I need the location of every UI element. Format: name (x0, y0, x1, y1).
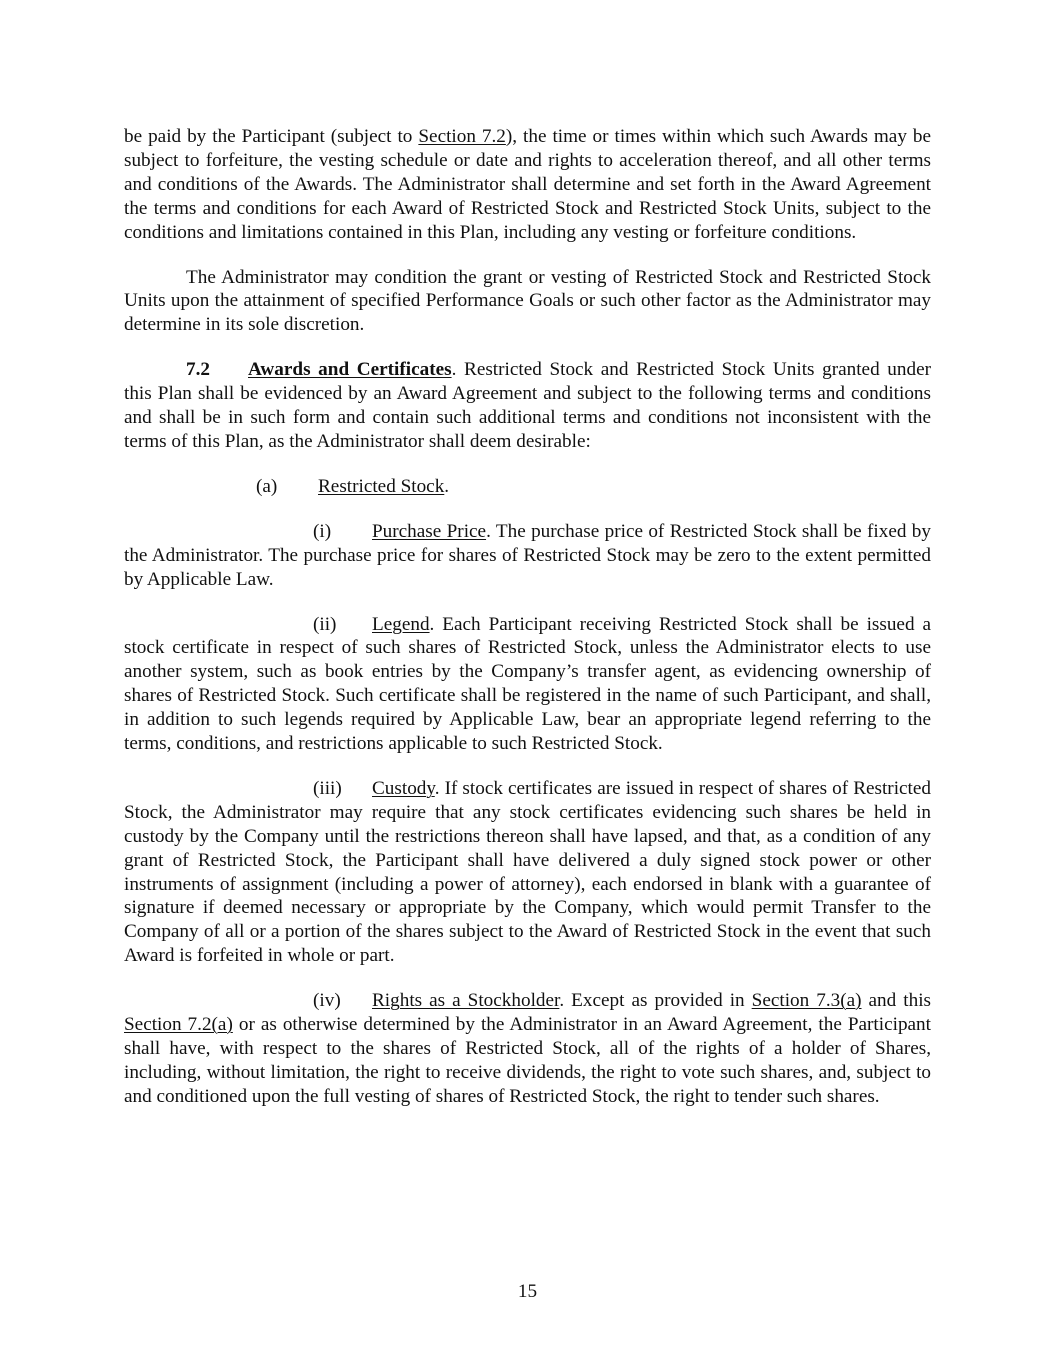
section-heading: Awards and Certificates (248, 359, 452, 381)
clause-heading: Rights as a Stockholder (372, 990, 560, 1012)
section-number: 7.2 (186, 359, 210, 381)
paragraph-text: The Administrator may condition the grant or vesting of Restricted Stock and Restricted Stock Units upon the attainment of specified Performance Goals or such other factor as the Administrator may determine in its sole discretion. (124, 266, 931, 336)
clause-body: and this (861, 990, 931, 1012)
section-reference-7-2[interactable]: Section 7.2 (418, 126, 506, 147)
clause-label: (iii) (313, 777, 342, 799)
section-7-2 (124, 358, 931, 454)
paragraph-text: be paid by the Participant (subject to (124, 126, 419, 147)
subsection-heading: Restricted Stock (318, 475, 445, 497)
clause-body: . If stock certificates are issued in respect of shares of Restricted Stock, the Administrator may require that any stock certificates evidencing such shares be held in custody by the Company until the restrictions thereon shall have lapsed, and that, as a condition of any grant of Restricted Stock, the Participant shall have delivered a duly signed stock power or other instruments of assignment (including a power of attorney), each endorsed in blank with a guarantee of signature if deemed necessary or appropriate by the Company, which would permit Transfer to the Company of all or a portion of the shares subject to the Award of Restricted Stock in the event that such Award is forfeited in whole or part. (124, 777, 931, 967)
clause-iii-custody (124, 777, 931, 968)
subsection-label: (a) (256, 475, 278, 497)
document-page (124, 125, 931, 1109)
paragraph-award-terms (124, 125, 931, 245)
clause-label: (ii) (313, 613, 337, 635)
subsection-trail: . (444, 475, 450, 497)
page-number: 15 (517, 1281, 538, 1302)
clause-body: . Except as provided in (559, 990, 752, 1012)
clause-label: (iv) (313, 990, 341, 1012)
paragraph-performance-goals (124, 266, 931, 338)
clause-label: (i) (313, 520, 332, 542)
clause-heading: Custody (372, 777, 435, 799)
section-body: . Restricted Stock and Restricted Stock Units granted under this Plan shall be evidenced by an Award Agreement and subject to the following terms and conditions and shall be in such form and contain such additional terms and conditions not inconsistent with the terms of this Plan, as the Administrator shall deem desirable: (124, 359, 931, 452)
section-reference-7-2a[interactable]: Section 7.2(a) (124, 1014, 233, 1036)
clause-body: . The purchase price of Restricted Stock shall be fixed by the Administrator. The purchase price for shares of Restricted Stock may be zero to the extent permitted by Applicable Law. (124, 520, 931, 590)
subsection-a (124, 475, 931, 499)
clause-heading: Legend (372, 613, 430, 635)
clause-body: . Each Participant receiving Restricted Stock shall be issued a stock certificate in respect of such shares of Restricted Stock, unless the Administrator elects to use another system, such as book entries by the Company’s transfer agent, as evidencing ownership of shares of Restricted Stock. Such certificate shall be registered in the name of such Participant, and shall, in addition to such legends required by Applicable Law, bear an appropriate legend referring to the terms, conditions, and restrictions applicable to such Restricted Stock. (124, 613, 931, 755)
clause-body: or as otherwise determined by the Administrator in an Award Agreement, the Participant shall have, with respect to the shares of Restricted Stock, all of the rights of a holder of Shares, including, without limitation, the right to receive dividends, the right to vote such shares, and, subject to and conditioned upon the full vesting of shares of Restricted Stock, the right to tender such shares. (124, 1014, 931, 1107)
clause-heading: Purchase Price (372, 520, 487, 542)
clause-ii-legend (124, 613, 931, 756)
clause-i-purchase-price (124, 520, 931, 592)
paragraph-text: ), the time or times within which such Awards may be subject to forfeiture, the vesting schedule or date and rights to acceleration thereof, and all other terms and conditions of the Awards. The Administrator shall determine and set forth in the Award Agreement the terms and conditions for each Award of Restricted Stock and Restricted Stock Units, subject to the conditions and limitations contained in this Plan, including any vesting or forfeiture conditions. (124, 126, 931, 243)
clause-iv-rights-as-stockholder (124, 989, 931, 1109)
section-reference-7-3a[interactable]: Section 7.3(a) (751, 990, 862, 1012)
